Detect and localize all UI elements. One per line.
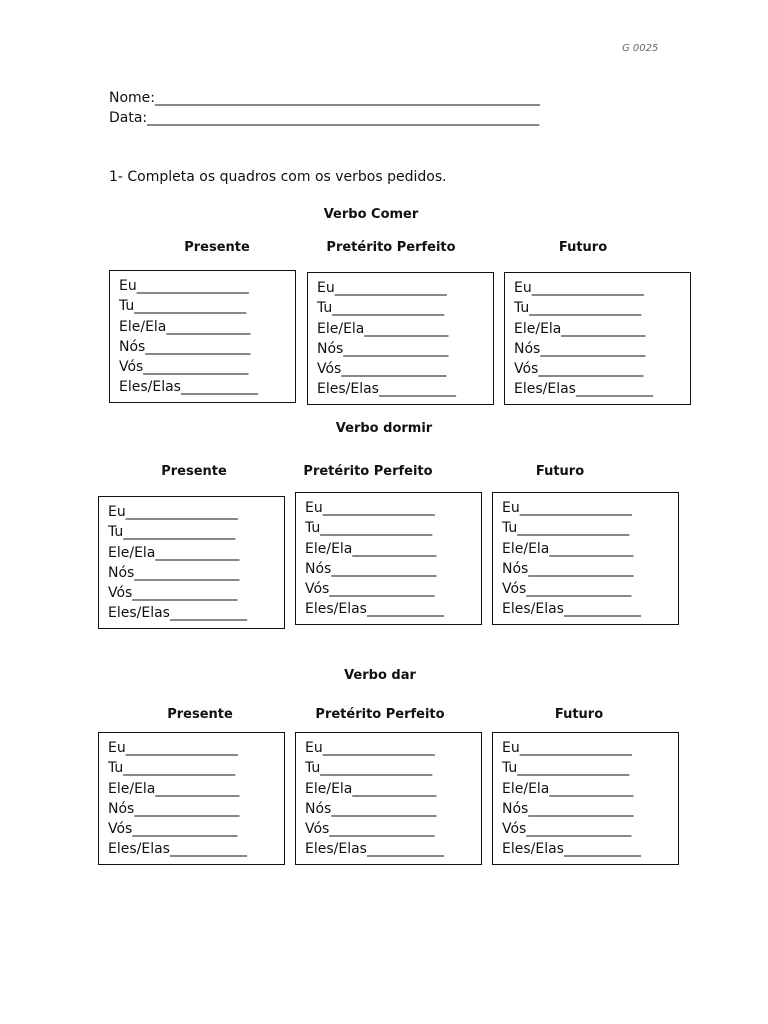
conjugation-line-eu[interactable]: Eu________________: [305, 740, 435, 756]
column-title-presente: Presente: [167, 707, 233, 722]
conjugation-line-ele-ela[interactable]: Ele/Ela____________: [514, 320, 646, 337]
conjugation-line-eles-elas[interactable]: Eles/Elas___________: [108, 605, 247, 622]
conjugation-line-eles-elas[interactable]: Eles/Elas___________: [108, 841, 247, 858]
conjugation-line-eu[interactable]: Eu________________: [119, 278, 249, 294]
conjugation-line-tu[interactable]: Tu________________: [502, 760, 630, 777]
date-field-line[interactable]: Data:________________________________________________________: [109, 110, 540, 126]
conjugation-box-dormir-preterito-perfeito: [295, 492, 482, 625]
conjugation-line-eu[interactable]: Eu________________: [108, 504, 238, 520]
conjugation-line-ele-ela[interactable]: Ele/Ela____________: [119, 318, 251, 335]
conjugation-line-nos[interactable]: Nós_______________: [502, 800, 634, 817]
conjugation-box-comer-preterito-perfeito: [307, 272, 494, 405]
conjugation-line-tu[interactable]: Tu________________: [305, 520, 433, 537]
conjugation-line-vos[interactable]: Vós_______________: [108, 821, 238, 838]
verb-title-comer: Verbo Comer: [323, 207, 419, 222]
conjugation-line-ele-ela[interactable]: Ele/Ela____________: [108, 780, 240, 797]
conjugation-line-tu[interactable]: Tu________________: [108, 524, 236, 541]
conjugation-box-dormir-presente: [98, 496, 285, 629]
document-code: G 0025: [622, 43, 659, 54]
conjugation-box-dar-futuro: [492, 732, 679, 865]
conjugation-line-nos[interactable]: Nós_______________: [317, 340, 449, 357]
conjugation-line-tu[interactable]: Tu________________: [305, 760, 433, 777]
name-field-line[interactable]: Nome:_______________________________________________________: [109, 90, 541, 106]
conjugation-box-dormir-futuro: [492, 492, 679, 625]
conjugation-box-comer-futuro: [504, 272, 691, 405]
conjugation-line-ele-ela[interactable]: Ele/Ela____________: [305, 780, 437, 797]
conjugation-line-eles-elas[interactable]: Eles/Elas___________: [502, 601, 641, 618]
conjugation-line-eu[interactable]: Eu________________: [514, 280, 644, 296]
verb-title-dormir: Verbo dormir: [335, 421, 433, 436]
conjugation-line-nos[interactable]: Nós_______________: [108, 564, 240, 581]
conjugation-line-vos[interactable]: Vós_______________: [514, 361, 644, 378]
conjugation-line-eles-elas[interactable]: Eles/Elas___________: [305, 841, 444, 858]
conjugation-line-nos[interactable]: Nós_______________: [119, 338, 251, 355]
conjugation-line-nos[interactable]: Nós_______________: [514, 340, 646, 357]
conjugation-box-dar-preterito-perfeito: [295, 732, 482, 865]
conjugation-line-vos[interactable]: Vós_______________: [119, 359, 249, 376]
conjugation-line-vos[interactable]: Vós_______________: [108, 585, 238, 602]
verb-title-dar: Verbo dar: [344, 668, 416, 683]
conjugation-line-eu[interactable]: Eu________________: [502, 740, 632, 756]
conjugation-line-ele-ela[interactable]: Ele/Ela____________: [108, 544, 240, 561]
conjugation-line-ele-ela[interactable]: Ele/Ela____________: [502, 780, 634, 797]
conjugation-line-tu[interactable]: Tu________________: [514, 300, 642, 317]
conjugation-line-eu[interactable]: Eu________________: [108, 740, 238, 756]
conjugation-box-comer-presente: [109, 270, 296, 403]
conjugation-line-eles-elas[interactable]: Eles/Elas___________: [305, 601, 444, 618]
conjugation-line-tu[interactable]: Tu________________: [502, 520, 630, 537]
conjugation-line-tu[interactable]: Tu________________: [108, 760, 236, 777]
instruction-text: 1- Completa os quadros com os verbos pedidos.: [109, 169, 447, 185]
column-title-futuro: Futuro: [535, 464, 585, 479]
conjugation-line-ele-ela[interactable]: Ele/Ela____________: [305, 540, 437, 557]
column-title-futuro: Futuro: [554, 707, 604, 722]
conjugation-line-ele-ela[interactable]: Ele/Ela____________: [502, 540, 634, 557]
conjugation-line-vos[interactable]: Vós_______________: [305, 581, 435, 598]
column-title-preterito-perfeito: Pretérito Perfeito: [326, 240, 456, 255]
conjugation-line-eles-elas[interactable]: Eles/Elas___________: [514, 381, 653, 398]
conjugation-line-nos[interactable]: Nós_______________: [305, 800, 437, 817]
conjugation-line-vos[interactable]: Vós_______________: [305, 821, 435, 838]
conjugation-line-nos[interactable]: Nós_______________: [305, 560, 437, 577]
column-title-presente: Presente: [184, 240, 250, 255]
conjugation-line-vos[interactable]: Vós_______________: [502, 821, 632, 838]
conjugation-line-nos[interactable]: Nós_______________: [108, 800, 240, 817]
conjugation-line-eu[interactable]: Eu________________: [305, 500, 435, 516]
conjugation-line-eles-elas[interactable]: Eles/Elas___________: [317, 381, 456, 398]
conjugation-line-vos[interactable]: Vós_______________: [317, 361, 447, 378]
column-title-preterito-perfeito: Pretérito Perfeito: [315, 707, 445, 722]
column-title-preterito-perfeito: Pretérito Perfeito: [303, 464, 433, 479]
conjugation-line-eu[interactable]: Eu________________: [317, 280, 447, 296]
conjugation-line-nos[interactable]: Nós_______________: [502, 560, 634, 577]
conjugation-line-eu[interactable]: Eu________________: [502, 500, 632, 516]
conjugation-line-eles-elas[interactable]: Eles/Elas___________: [502, 841, 641, 858]
conjugation-line-vos[interactable]: Vós_______________: [502, 581, 632, 598]
conjugation-line-tu[interactable]: Tu________________: [119, 298, 247, 315]
conjugation-line-ele-ela[interactable]: Ele/Ela____________: [317, 320, 449, 337]
conjugation-line-tu[interactable]: Tu________________: [317, 300, 445, 317]
column-title-futuro: Futuro: [558, 240, 608, 255]
conjugation-box-dar-presente: [98, 732, 285, 865]
conjugation-line-eles-elas[interactable]: Eles/Elas___________: [119, 379, 258, 396]
column-title-presente: Presente: [161, 464, 227, 479]
